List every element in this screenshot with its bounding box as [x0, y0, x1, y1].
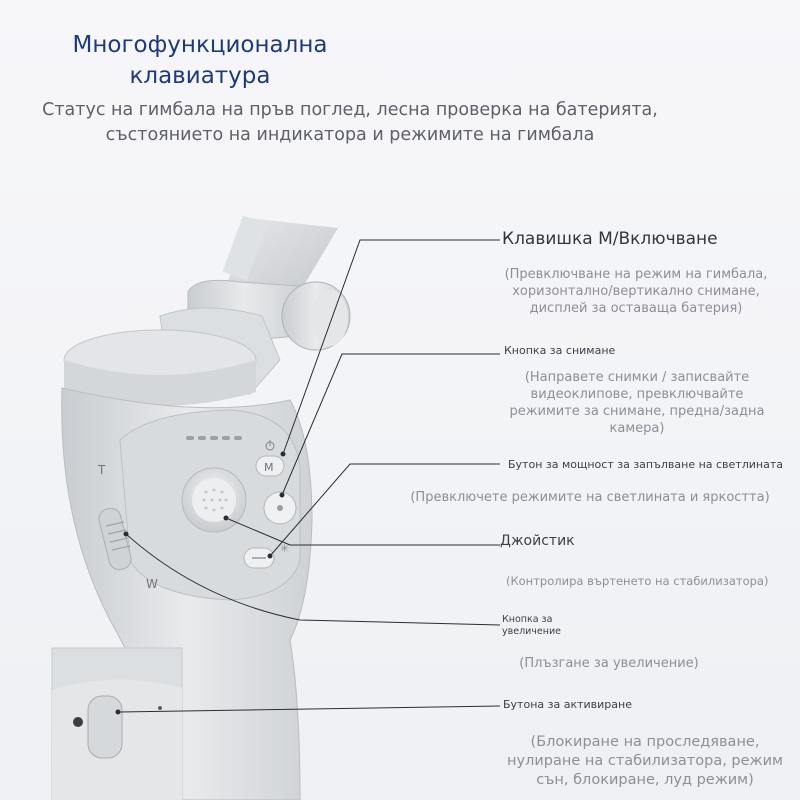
zoom-w-label: W: [146, 577, 158, 591]
label-m-power: Клавишка М/Включване: [502, 229, 718, 249]
page-title: Многофункционална клавиатура: [72, 32, 328, 89]
m-button-label: M: [264, 461, 274, 474]
page-subtitle: Статус на гимбала на пръв поглед, лесна проверка на батерията, състоянието на индикатора и режимите на гимбала: [42, 100, 658, 145]
trigger-button[interactable]: [88, 696, 122, 758]
label-fill-light: Бутон за мощност за запълване на светлината: [508, 458, 783, 471]
label-shutter: Кнопка за снимане: [504, 344, 616, 357]
desc-shutter: (Направете снимки / записвайте видеоклипове, превключвайте режимите за снимане, предна/задна камера): [509, 370, 765, 436]
desc-trigger: (Блокиране на проследяване, нулиране на стабилизатора, режим сън, блокиране, луд режим): [507, 734, 783, 788]
sun-icon: ✳: [280, 542, 290, 555]
label-joystick: Джойстик: [500, 533, 575, 549]
label-zoom: Кнопка за увеличение: [502, 614, 561, 637]
desc-m-power: (Превключване на режим на гимбала, хоризонтално/вертикално снимане, дисплей за оставаща батерия): [504, 267, 768, 316]
desc-zoom: (Плъзгане за увеличение): [519, 656, 699, 671]
desc-fill-light: (Превключете режимите на светлината и яркостта): [410, 490, 770, 505]
zoom-t-label: T: [98, 463, 106, 477]
desc-joystick: (Контролира въртенето на стабилизатора): [506, 574, 769, 588]
callout-line-shutter: [282, 354, 500, 495]
label-trigger: Бутона за активиране: [503, 698, 632, 711]
